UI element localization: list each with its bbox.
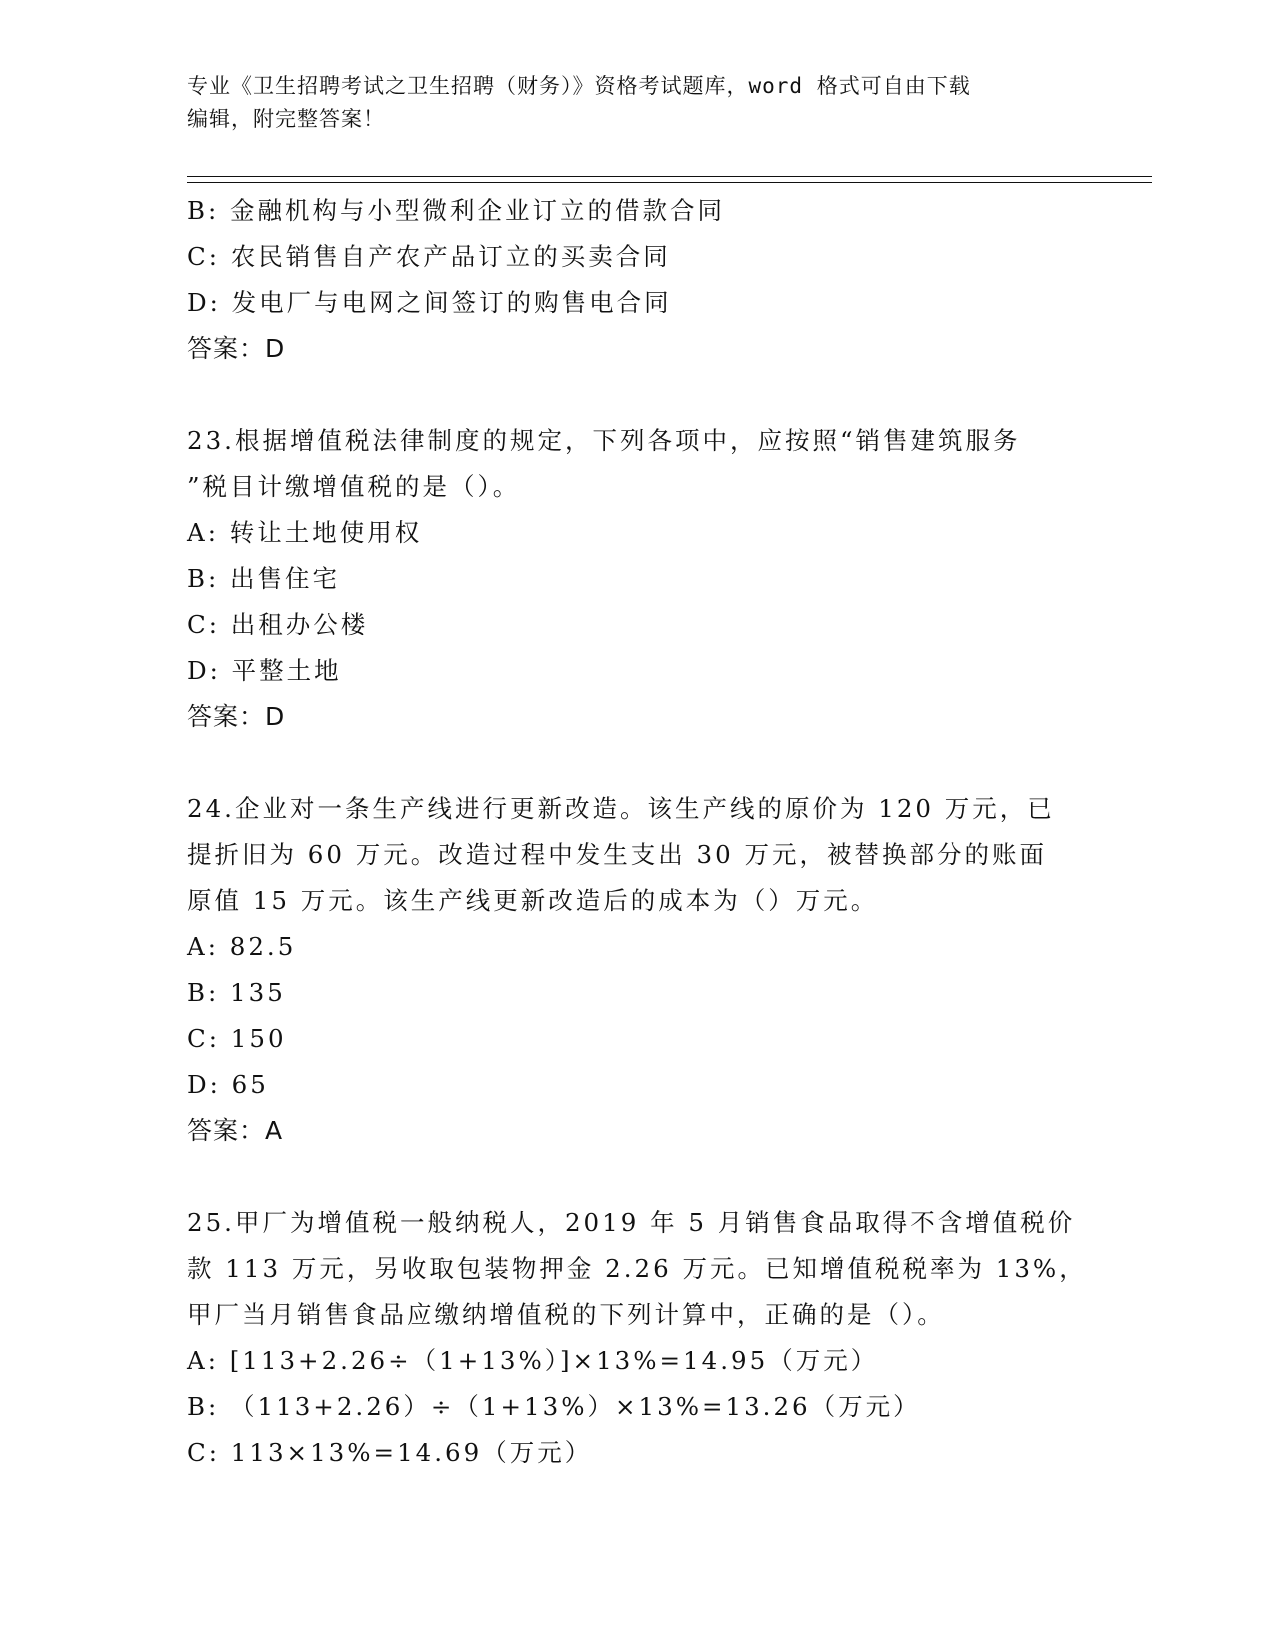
question-stem: 款 113 万元，另收取包装物押金 2.26 万元。已知增值税税率为 13%， [187,1254,1087,1283]
option-b: B: 135 [187,978,286,1007]
question-stem: 甲厂当月销售食品应缴纳增值税的下列计算中，正确的是（）。 [187,1300,945,1329]
answer: 答案：D [187,702,286,731]
question-22 [187,188,1087,372]
spacer [187,1154,1087,1200]
question-stem: ”税目计缴增值税的是（）。 [187,472,521,501]
answer: 答案：A [187,1116,284,1145]
spacer [187,372,1087,418]
question-stem: 原值 15 万元。该生产线更新改造后的成本为（）万元。 [187,886,879,915]
page-header [187,70,1087,136]
header-rule-bottom [187,182,1152,183]
question-stem: 提折旧为 60 万元。改造过程中发生支出 30 万元，被替换部分的账面 [187,840,1047,869]
option-d: D: 发电厂与电网之间签订的购售电合同 [187,288,672,317]
option-b: B: 出售住宅 [187,564,341,593]
option-c: C: 113×13%=14.69（万元） [187,1438,593,1467]
header-rule-top [187,176,1152,177]
question-23 [187,418,1087,740]
option-c: C: 150 [187,1024,287,1053]
question-25 [187,1200,1087,1476]
answer: 答案：D [187,334,286,363]
header-line-2: 编辑，附完整答案！ [187,107,385,131]
question-stem: 25.甲厂为增值税一般纳税人，2019 年 5 月销售食品取得不含增值税价 [187,1208,1076,1237]
option-c: C: 农民销售自产农产品订立的买卖合同 [187,242,671,271]
question-stem: 23.根据增值税法律制度的规定，下列各项中，应按照“销售建筑服务 [187,426,1021,455]
option-b: B: （113+2.26）÷（1+13%）×13%=13.26（万元） [187,1392,921,1421]
header-line-1: 专业《卫生招聘考试之卫生招聘（财务）》资格考试题库，word 格式可自由下载 [187,74,971,98]
option-b: B: 金融机构与小型微利企业订立的借款合同 [187,196,726,225]
option-a: A: [113+2.26÷（1+13%）]×13%=14.95（万元） [187,1346,879,1375]
question-list [187,188,1087,1476]
question-stem: 24.企业对一条生产线进行更新改造。该生产线的原价为 120 万元，已 [187,794,1055,823]
option-d: D: 65 [187,1070,269,1099]
spacer [187,740,1087,786]
option-d: D: 平整土地 [187,656,342,685]
question-24 [187,786,1087,1154]
option-a: A: 转让土地使用权 [187,518,423,547]
option-a: A: 82.5 [187,932,297,961]
option-c: C: 出租办公楼 [187,610,369,639]
